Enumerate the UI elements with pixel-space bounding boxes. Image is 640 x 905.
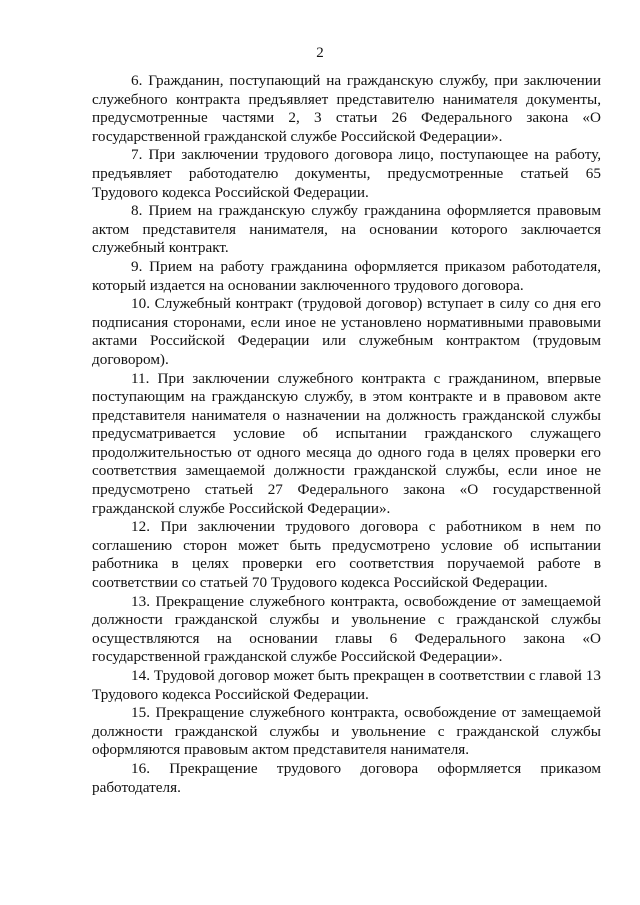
- paragraph-7: 7. При заключении трудового договора лицо, поступающее на работу, предъявляет работодателю документы, предусмотренные статьей 65 Трудового кодекса Российской Федерации.: [92, 146, 601, 201]
- paragraph-16: 16. Прекращение трудового договора оформляется приказом работодателя.: [92, 759, 601, 796]
- paragraph-13: 13. Прекращение служебного контракта, освобождение от замещаемой должности гражданской службы и увольнение с гражданской службы осуществляются на основании главы 6 Федерального закона «О государственной гражданской службе Российской Федерации».: [92, 592, 601, 666]
- paragraph-15: 15. Прекращение служебного контракта, освобождение от замещаемой должности гражданской службы и увольнение с гражданской службы оформляются правовым актом представителя нанимателя.: [92, 704, 601, 759]
- paragraph-10: 10. Служебный контракт (трудовой договор) вступает в силу со дня его подписания сторонами, если иное не установлено нормативными правовыми актами Российской Федерации или служебным контрактом (трудовым договором).: [92, 295, 601, 368]
- page-number: 2: [316, 45, 324, 61]
- document-body: [92, 72, 601, 797]
- paragraph-9: 9. Прием на работу гражданина оформляется приказом работодателя, который издается на основании заключенного трудового договора.: [92, 257, 601, 294]
- paragraph-12: 12. При заключении трудового договора с работником в нем по соглашению сторон может быть предусмотрено условие об испытании работника в целях проверки его соответствия поручаемой работе в соответствии со статьей 70 Трудового кодекса Российской Федерации.: [92, 518, 601, 592]
- paragraph-6: 6. Гражданин, поступающий на гражданскую службу, при заключении служебного контракта предъявляет представителю нанимателя документы, предусмотренные частями 2, 3 статьи 26 Федерального закона «О государственной гражданской службе Российской Федерации».: [92, 72, 601, 145]
- paragraph-11: 11. При заключении служебного контракта с гражданином, впервые поступающим на гражданскую службу, в этом контракте и в правовом акте представителя нанимателя о назначении на должность гражданской службы предусматривается условие об испытании гражданского служащего продолжительностью от одного месяца до одного года в целях проверки его соответствия замещаемой должности гражданской службы, если иное не предусмотрено статьей 27 Федерального закона «О государственной гражданской службе Российской Федерации».: [92, 369, 601, 517]
- paragraph-8: 8. Прием на гражданскую службу гражданина оформляется правовым актом представителя нанимателя, на основании которого заключается служебный контракт.: [92, 202, 601, 257]
- paragraph-14: 14. Трудовой договор может быть прекращен в соответствии с главой 13 Трудового кодекса Российской Федерации.: [92, 667, 601, 703]
